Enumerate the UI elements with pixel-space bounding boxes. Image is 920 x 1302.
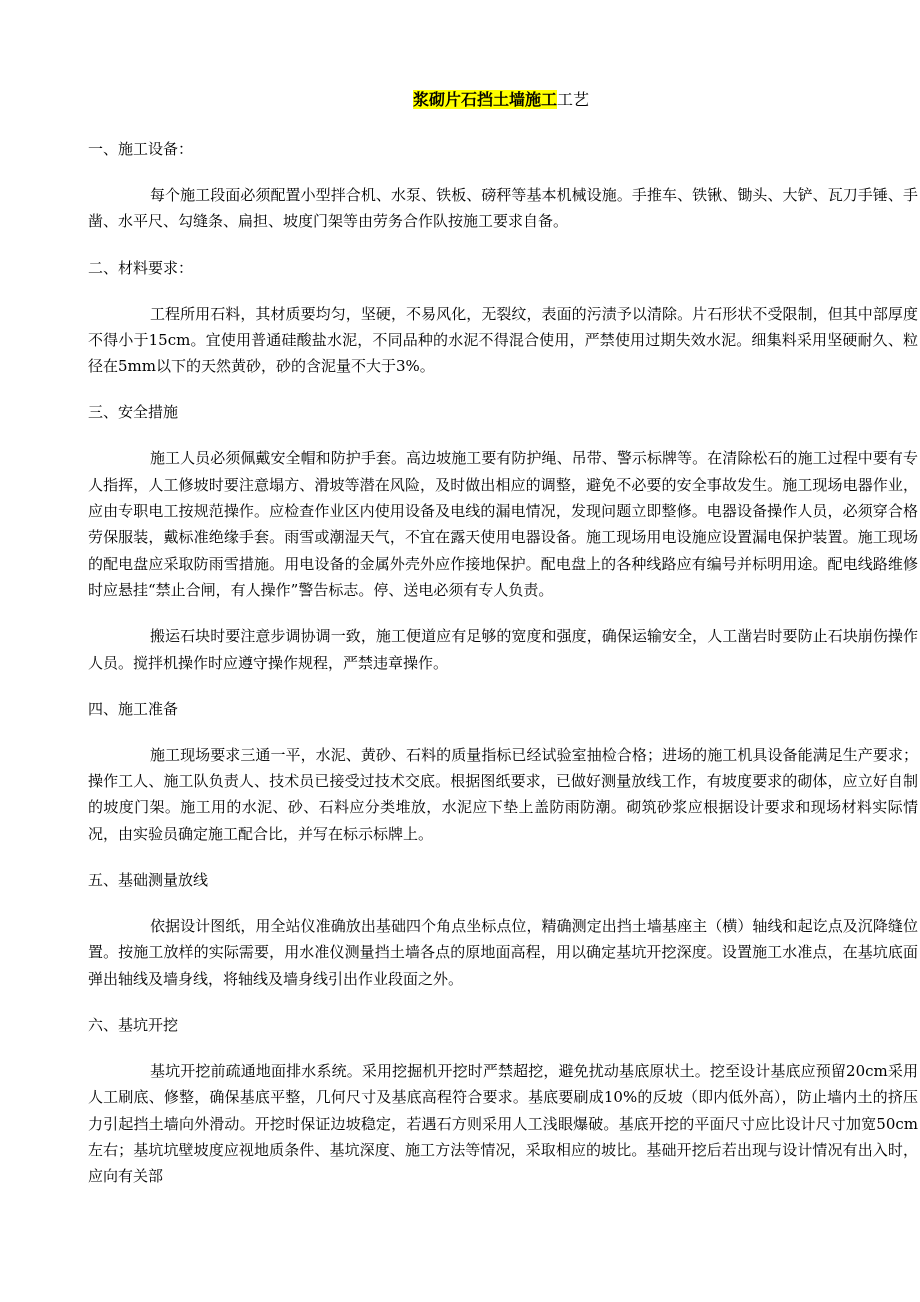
paragraph-survey: 依据设计图纸，用全站仪准确放出基础四个角点坐标点位，精确测定出挡土墙基座主（横）轴线和起讫点及沉降缝位置。按施工放样的实际需要，用水准仪测量挡土墙各点的原地面高程，用以确定基坑开挖深度。设置施工水准点，在基坑底面弹出轴线及墙身线，将轴线及墙身线引出作业段面之外。 [88, 917, 918, 988]
title-suffix: 工艺 [557, 90, 590, 109]
title-highlighted: 浆砌片石挡土墙施工 [412, 90, 557, 109]
paragraph-materials: 工程所用石料，其材质要均匀，坚硬，不易风化，无裂纹，表面的污渍予以清除。片石形状不受限制，但其中部厚度不得小于15cm。宜使用普通硅酸盐水泥，不同品种的水泥不得混合使用，严禁使用过期失效水泥。细集料采用坚硬耐久、粒径在5mm以下的天然黄砂，砂的含泥量不大于3%。 [88, 304, 918, 376]
paragraph-equipment: 每个施工段面必须配置小型拌合机、水泵、铁板、磅秤等基本机械设施。手推车、铁锹、锄头、大铲、瓦刀手锤、手凿、水平尺、勾缝条、扁担、坡度门架等由劳务合作队按施工要求自备。 [88, 186, 918, 231]
section-heading-excavation: 六、基坑开挖 [88, 1015, 179, 1034]
document-page [88, 86, 918, 1189]
paragraph-safety-1: 施工人员必须佩戴安全帽和防护手套。高边坡施工要有防护绳、吊带、警示标牌等。在清除松石的施工过程中要有专人指挥，人工修坡时要注意塌方、滑坡等潜在风险，及时做出相应的调整，避免不必要的安全事故发生。施工现场电器作业，应由专职电工按规范操作。应检查作业区内使用设备及电线的漏电情况，发现问题立即整修。电器设备操作人员，必须穿合格劳保服装，戴标准绝缘手套。雨雪或潮湿天气，不宜在露天使用电器设备。施工现场用电设施应设置漏电保护装置。施工现场的配电盘应采取防雨雪措施。用电设备的金属外壳外应作接地保护。配电盘上的各种线路应有编号并标明用途。配电线路维修时应悬挂“禁止合闸，有人操作”警告标志。停、送电必须有专人负责。 [88, 449, 918, 599]
section-heading-survey: 五、基础测量放线 [88, 871, 209, 890]
section-heading-equipment: 一、施工设备： [88, 140, 194, 158]
section-heading-preparation: 四、施工准备 [88, 699, 179, 718]
section-heading-safety: 三、安全措施 [88, 403, 179, 422]
paragraph-excavation: 基坑开挖前疏通地面排水系统。采用挖掘机开挖时严禁超挖，避免扰动基底原状土。挖至设计基底应预留20cm采用人工刷底、修整，确保基底平整，几何尺寸及基底高程符合要求。基底要刷成10%的反坡（即内低外高），防止墙内土的挤压力引起挡土墙向外滑动。开挖时保证边坡稳定，若遇石方则采用人工浅眼爆破。基底开挖的平面尺寸应比设计尺寸加宽50cm左右；基坑坑壁坡度应视地质条件、基坑深度、施工方法等情况，采取相应的坡比。基础开挖后若出现与设计情况有出入时，应向有关部 [88, 1061, 918, 1186]
paragraph-preparation: 施工现场要求三通一平，水泥、黄砂、石料的质量指标已经试验室抽检合格；进场的施工机具设备能满足生产要求；操作工人、施工队负责人、技术员已接受过技术交底。根据图纸要求，已做好测量放线工作，有坡度要求的砌体，应立好自制的坡度门架。施工用的水泥、砂、石料应分类堆放，水泥应下垫上盖防雨防潮。砌筑砂浆应根据设计要求和现场材料实际情况，由实验员确定施工配合比，并写在标示标牌上。 [88, 745, 918, 843]
document-title [86, 86, 916, 114]
paragraph-safety-2: 搬运石块时要注意步调协调一致，施工便道应有足够的宽度和强度，确保运输安全，人工凿岩时要防止石块崩伤操作人员。搅拌机操作时应遵守操作规程，严禁违章操作。 [88, 627, 918, 672]
section-heading-materials: 二、材料要求： [88, 258, 194, 277]
